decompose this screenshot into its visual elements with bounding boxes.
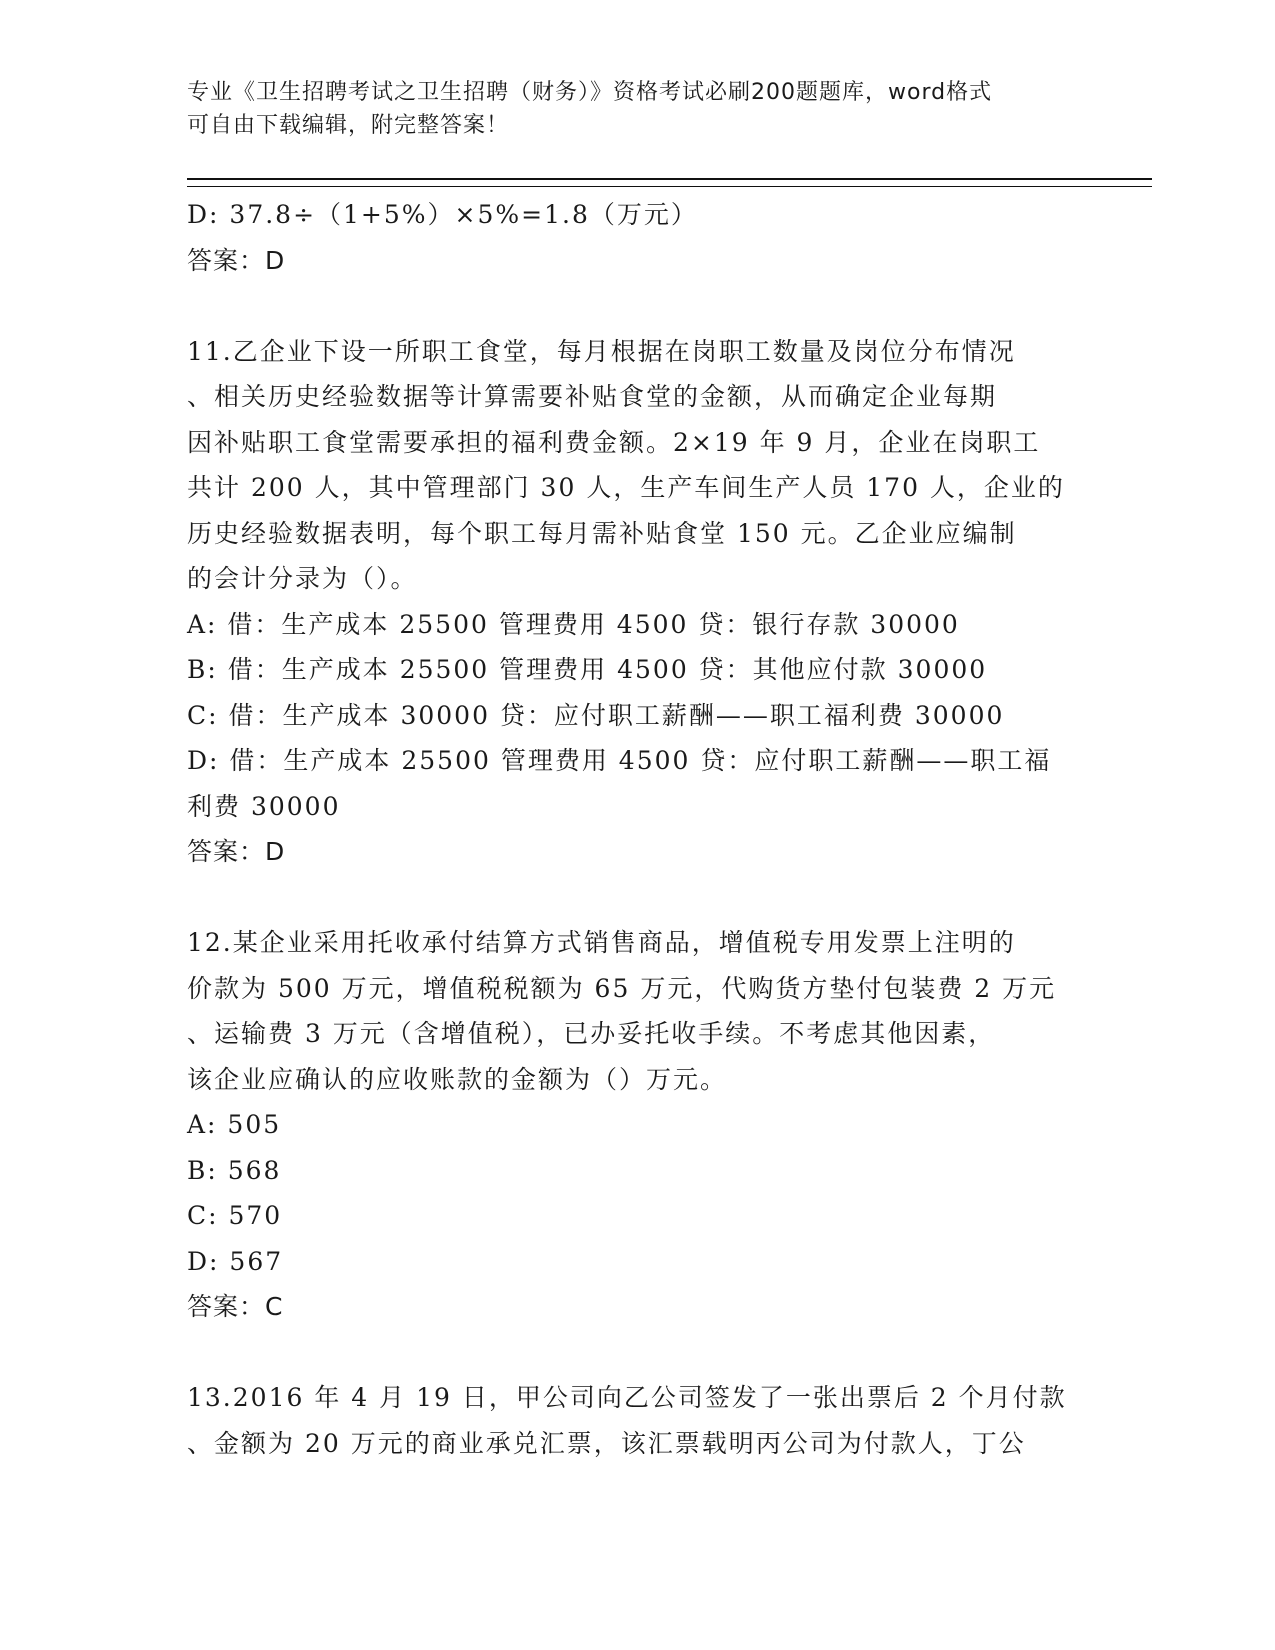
question-12-option-a: A: 505	[187, 1110, 282, 1139]
question-11-stem-line: 、相关历史经验数据等计算需要补贴食堂的金额，从而确定企业每期	[187, 382, 998, 411]
question-12-stem-line: 、运输费 3 万元（含增值税），已办妥托收手续。不考虑其他因素，	[187, 1019, 996, 1048]
question-12-stem-line: 该企业应确认的应收账款的金额为（）万元。	[187, 1064, 728, 1094]
spacer	[187, 283, 1087, 329]
spacer	[187, 875, 1087, 921]
question-11-stem-line: 11.乙企业下设一所职工食堂，每月根据在岗职工数量及岗位分布情况	[187, 336, 1016, 366]
question-11-option-a: A: 借：生产成本 25500 管理费用 4500 贷：银行存款 30000	[187, 609, 960, 639]
question-11-option-d: D: 借：生产成本 25500 管理费用 4500 贷：应付职工薪酬——职工福	[187, 746, 1052, 775]
question-11-stem-line: 因补贴职工食堂需要承担的福利费金额。2×19 年 9 月，企业在岗职工	[187, 427, 1041, 457]
document-header	[187, 76, 1067, 142]
header-divider	[187, 178, 1152, 187]
question-13-stem-line: 13.2016 年 4 月 19 日，甲公司向乙公司签发了一张出票后 2 个月付款	[187, 1383, 1067, 1412]
question-12-option-d: D: 567	[187, 1246, 284, 1276]
question-11-answer: 答案：D	[187, 837, 286, 866]
question-12-stem-line: 价款为 500 万元，增值税税额为 65 万元，代购货方垫付包装费 2 万元	[187, 973, 1057, 1003]
header-line-1: 专业《卫生招聘考试之卫生招聘（财务）》资格考试必刷200题题库，word格式	[187, 80, 993, 105]
spacer	[187, 1330, 1087, 1376]
question-11-option-c: C: 借：生产成本 30000 贷：应付职工薪酬——职工福利费 30000	[187, 700, 1005, 730]
header-line-2: 可自由下载编辑，附完整答案！	[187, 113, 510, 138]
question-12-option-b: B: 568	[187, 1155, 282, 1185]
question-13	[187, 1375, 1087, 1466]
question-12-option-c: C: 570	[187, 1201, 283, 1230]
question-11-option-d-cont: 利费 30000	[187, 791, 341, 821]
question-11	[187, 329, 1087, 875]
question-11-stem-line: 历史经验数据表明，每个职工每月需补贴食堂 150 元。乙企业应编制	[187, 518, 1017, 548]
prev-option-d: D: 37.8÷（1+5%）×5%=1.8（万元）	[187, 200, 698, 229]
document-body	[187, 192, 1087, 1466]
question-12	[187, 920, 1087, 1330]
question-12-stem-line: 12.某企业采用托收承付结算方式销售商品，增值税专用发票上注明的	[187, 928, 1016, 957]
question-13-stem-line: 、金额为 20 万元的商业承兑汇票，该汇票载明丙公司为付款人，丁公	[187, 1428, 1026, 1458]
question-11-stem-line: 的会计分录为（）。	[187, 564, 418, 593]
prev-answer: 答案：D	[187, 245, 286, 275]
question-12-answer: 答案：C	[187, 1292, 284, 1321]
question-11-option-b: B: 借：生产成本 25500 管理费用 4500 贷：其他应付款 30000	[187, 655, 988, 684]
question-11-stem-line: 共计 200 人，其中管理部门 30 人，生产车间生产人员 170 人，企业的	[187, 473, 1065, 502]
